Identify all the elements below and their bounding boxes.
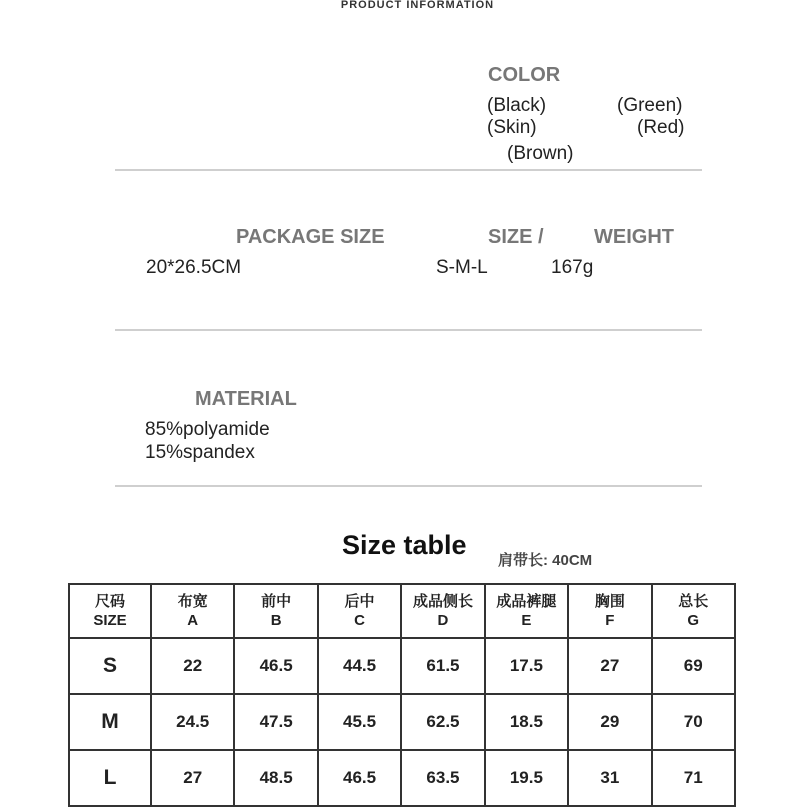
header-en: G [687, 612, 700, 629]
size-range-value: S-M-L [436, 257, 488, 278]
header-cn: 尺码 [94, 593, 125, 610]
table-cell: 61.5 [401, 638, 484, 694]
table-cell: 31 [568, 750, 651, 806]
size-table [68, 583, 736, 807]
table-cell: 22 [151, 638, 234, 694]
table-cell: 29 [568, 694, 651, 750]
table-cell-size: L [69, 750, 151, 806]
table-cell: 71 [652, 750, 735, 806]
divider-3 [115, 485, 702, 487]
header-cell-a [151, 584, 234, 638]
material-line-1: 85%polyamide [145, 419, 270, 440]
page-title: PRODUCT INFORMATION [340, 0, 495, 11]
table-cell: 48.5 [234, 750, 317, 806]
header-cn: 后中 [344, 593, 375, 610]
header-cell-c [318, 584, 401, 638]
table-row [69, 694, 735, 750]
material-label: MATERIAL [195, 388, 297, 410]
header-cell-g [652, 584, 735, 638]
table-cell: 46.5 [234, 638, 317, 694]
color-option-black: (Black) [487, 95, 547, 116]
table-cell: 46.5 [318, 750, 401, 806]
header-cell-size [69, 584, 151, 638]
header-en: B [270, 612, 282, 629]
header-cell-b [234, 584, 317, 638]
table-cell: 63.5 [401, 750, 484, 806]
color-option-green: (Green) [617, 95, 683, 116]
weight-value: 167g [551, 257, 594, 278]
divider-2 [115, 329, 702, 331]
weight-label: WEIGHT [594, 226, 674, 248]
table-cell: 17.5 [485, 638, 568, 694]
shoulder-strap-length: 肩带长: 40CM [498, 552, 593, 569]
table-cell-size: S [69, 638, 151, 694]
table-cell: 27 [568, 638, 651, 694]
header-cn: 成品裤腿 [496, 593, 557, 610]
package-size-label: PACKAGE SIZE [236, 226, 385, 248]
header-cn: 总长 [678, 593, 709, 610]
color-option-red: (Red) [637, 117, 685, 138]
table-cell: 69 [652, 638, 735, 694]
table-cell-size: M [69, 694, 151, 750]
header-en: E [521, 612, 532, 629]
size-table-header-row [69, 584, 735, 638]
color-label: COLOR [488, 64, 561, 86]
table-cell: 44.5 [318, 638, 401, 694]
size-label: SIZE / [488, 226, 544, 248]
table-cell: 70 [652, 694, 735, 750]
header-cell-e [485, 584, 568, 638]
header-cell-f [568, 584, 651, 638]
table-row [69, 638, 735, 694]
table-cell: 62.5 [401, 694, 484, 750]
header-en: SIZE [93, 612, 127, 629]
package-size-value: 20*26.5CM [146, 257, 242, 278]
header-cn: 胸围 [594, 593, 625, 610]
table-cell: 45.5 [318, 694, 401, 750]
table-cell: 47.5 [234, 694, 317, 750]
color-option-skin: (Skin) [487, 117, 537, 138]
material-line-2: 15%spandex [145, 442, 255, 463]
divider-1 [115, 169, 702, 171]
table-row [69, 750, 735, 806]
header-cn: 成品侧长 [412, 593, 473, 610]
header-en: F [605, 612, 615, 629]
color-option-brown: (Brown) [507, 143, 574, 164]
table-cell: 18.5 [485, 694, 568, 750]
table-cell: 19.5 [485, 750, 568, 806]
header-cell-d [401, 584, 484, 638]
header-cn: 布宽 [177, 593, 208, 610]
header-en: D [437, 612, 449, 629]
table-cell: 27 [151, 750, 234, 806]
table-cell: 24.5 [151, 694, 234, 750]
header-en: C [354, 612, 365, 629]
size-table-title: Size table [342, 530, 467, 560]
header-cn: 前中 [261, 593, 292, 610]
header-en: A [187, 612, 199, 629]
